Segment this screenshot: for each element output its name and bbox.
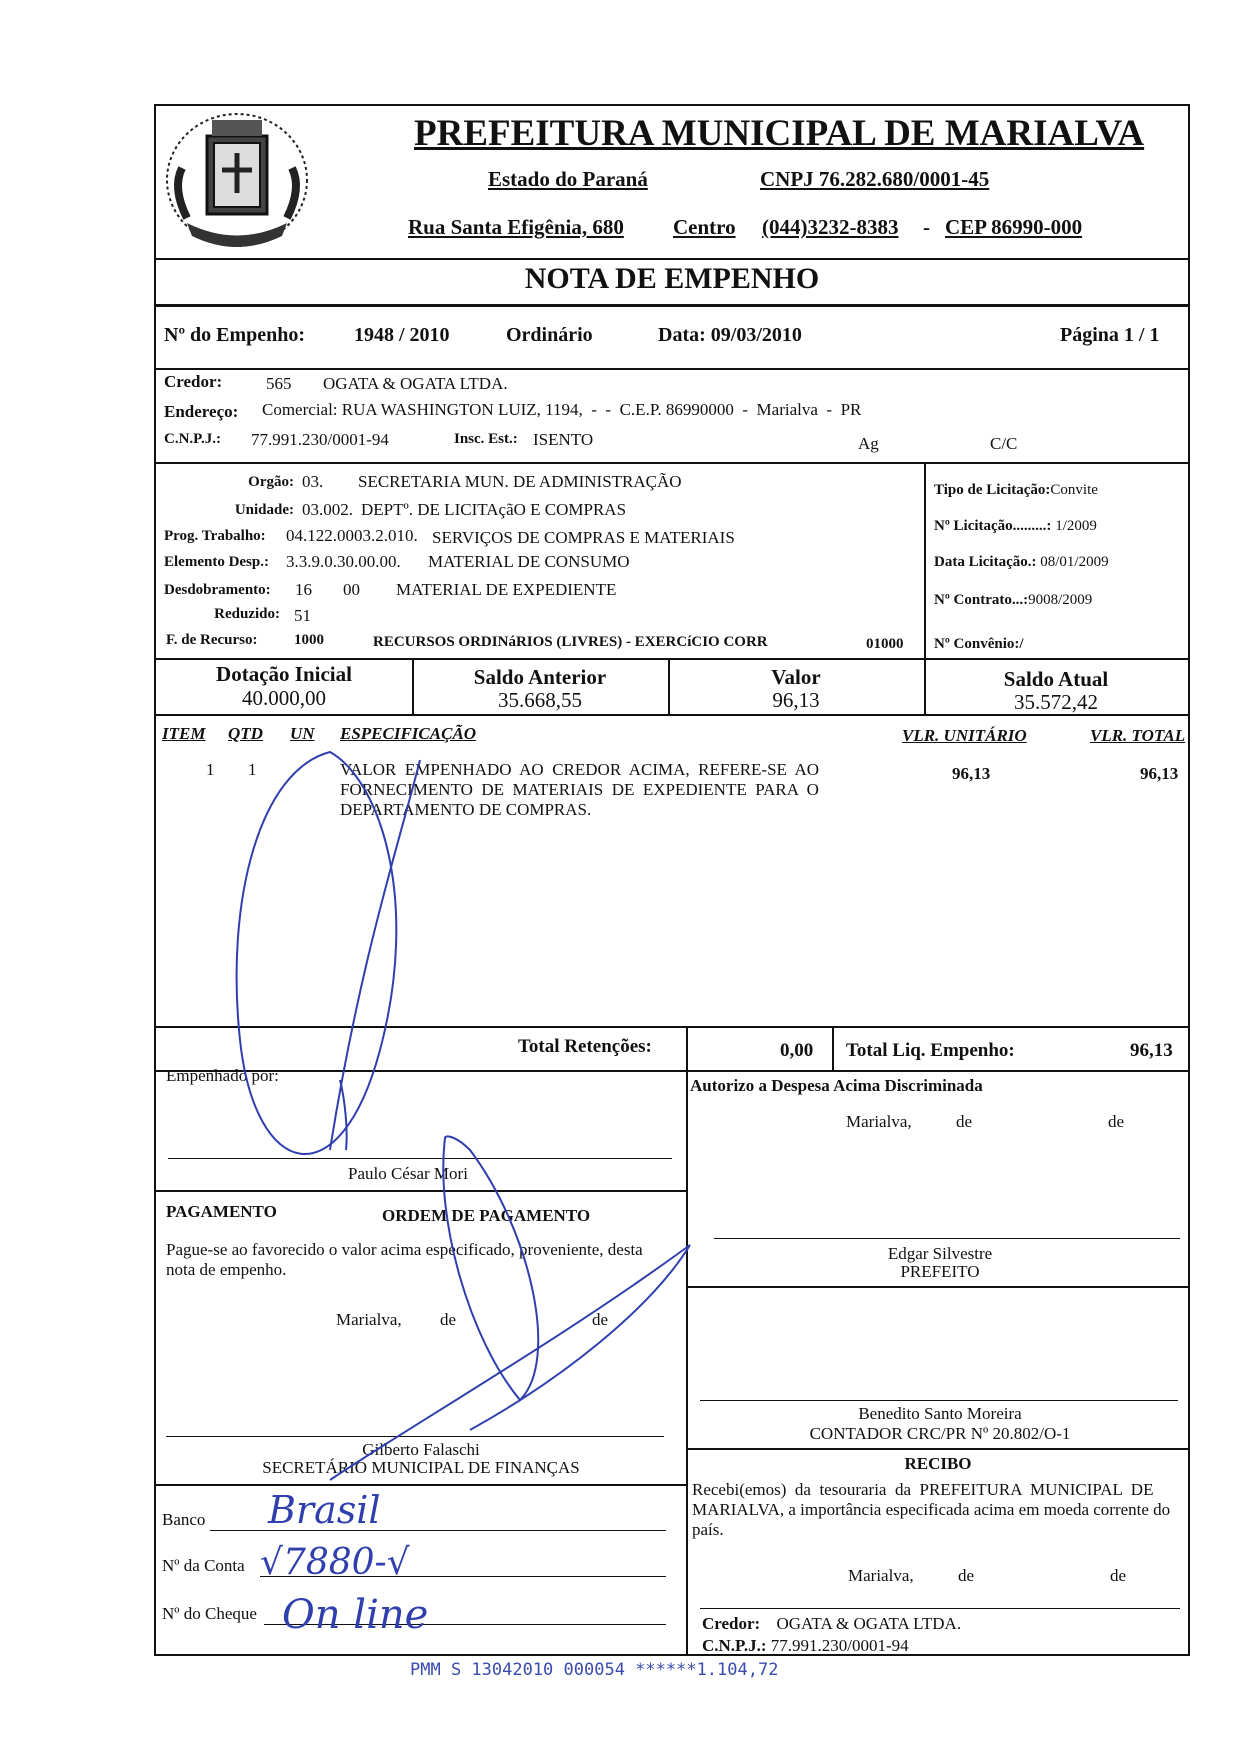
dotacao-inicial-label: Dotação Inicial xyxy=(216,662,352,686)
empenho-date: Data: 09/03/2010 xyxy=(658,324,802,346)
col-qtd: QTD xyxy=(228,724,263,743)
licitacao-numero xyxy=(934,518,1097,535)
header-phone: (044)3232-8383 xyxy=(762,215,899,239)
secretario-name: Gilberto Falaschi xyxy=(362,1440,480,1459)
secretario-role: SECRETÁRIO MUNICIPAL DE FINANÇAS xyxy=(262,1458,580,1477)
elem-desc: MATERIAL DE CONSUMO xyxy=(428,552,630,571)
col-item: ITEM xyxy=(162,724,206,743)
header-district: Centro xyxy=(673,215,736,239)
contrato xyxy=(934,592,1092,609)
licitacao-data xyxy=(934,554,1109,571)
reduzido-value: 51 xyxy=(294,606,311,625)
autorizo-label: Autorizo a Despesa Acima Discriminada xyxy=(690,1076,983,1095)
desdob-desc: MATERIAL DE EXPEDIENTE xyxy=(396,580,617,599)
contrato-label: Nº Contrato...: xyxy=(934,592,1029,608)
elem-label: Elemento Desp.: xyxy=(164,554,269,570)
pagamento-de2: de xyxy=(592,1310,609,1329)
recurso-desc: RECURSOS ORDINáRIOS (LIVRES) - EXERCíCIO CORR xyxy=(373,634,768,650)
credor-code: 565 xyxy=(266,374,292,393)
licitacao-data-label: Data Licitação.: xyxy=(934,554,1037,570)
orgao-desc: SECRETARIA MUN. DE ADMINISTRAÇÃO xyxy=(358,472,682,491)
elem-code: 3.3.9.0.30.00.00. xyxy=(286,552,401,571)
cheque-label: Nº do Cheque xyxy=(162,1604,257,1623)
municipal-crest-logo xyxy=(162,108,312,258)
recurso-number: 01000 xyxy=(866,636,904,652)
recibo-text2: MARIALVA, a importância especificada acima em moeda corrente do xyxy=(692,1500,1171,1519)
credor-cnpj: 77.991.230/0001-94 xyxy=(251,430,389,449)
page-number: Página 1 / 1 xyxy=(1060,324,1160,346)
licitacao-numero-value: 1/2009 xyxy=(1055,518,1097,534)
state-name: Estado do Paraná xyxy=(488,167,648,191)
item-unit-value: 96,13 xyxy=(952,764,991,783)
desdob-a: 16 xyxy=(295,580,312,599)
item-total-value: 96,13 xyxy=(1140,764,1179,783)
recibo-label: RECIBO xyxy=(904,1454,972,1473)
autorizo-de2: de xyxy=(1108,1112,1125,1131)
empenho-label: Nº do Empenho: xyxy=(164,324,306,346)
contador-role: CONTADOR CRC/PR Nº 20.802/O-1 xyxy=(809,1424,1071,1443)
document-title: NOTA DE EMPENHO xyxy=(524,262,820,295)
convenio-label: Nº Convênio:/ xyxy=(934,636,1024,652)
licitacao-numero-label: Nº Licitação.........: xyxy=(934,518,1052,534)
item-qty: 1 xyxy=(248,760,257,779)
prog-label: Prog. Trabalho: xyxy=(164,528,266,544)
licitacao-tipo-value: Convite xyxy=(1050,482,1098,498)
item-desc-line3: DEPARTAMENTO DE COMPRAS. xyxy=(340,800,592,819)
agency-label: Ag xyxy=(858,434,879,453)
orgao-label: Orgão: xyxy=(248,474,294,490)
col-total: VLR. TOTAL xyxy=(1090,726,1186,745)
reduzido-label: Reduzido: xyxy=(214,606,280,622)
recibo-text3: país. xyxy=(692,1520,724,1539)
credor-label: Credor: xyxy=(164,372,223,391)
item-number: 1 xyxy=(206,760,215,779)
credor-name: OGATA & OGATA LTDA. xyxy=(323,374,508,393)
pagamento-place: Marialva, xyxy=(336,1310,402,1329)
recibo-de2: de xyxy=(1110,1566,1127,1585)
empenho-number: 1948 / 2010 xyxy=(354,324,450,346)
liquido-value: 96,13 xyxy=(1130,1040,1173,1061)
recibo-cnpj-label: C.N.P.J.: xyxy=(702,1636,767,1655)
cheque-handwritten: On line xyxy=(282,1592,429,1638)
address-label: Endereço: xyxy=(164,402,239,421)
contador-name: Benedito Santo Moreira xyxy=(858,1404,1022,1423)
insc-label: Insc. Est.: xyxy=(454,431,518,447)
item-desc-line1: VALOR EMPENHADO AO CREDOR ACIMA, REFERE-SE AO xyxy=(340,760,820,779)
header-dash: - xyxy=(923,215,930,239)
unidade-code: 03.002. xyxy=(302,500,353,519)
municipality-title: PREFEITURA MUNICIPAL DE MARIALVA xyxy=(414,113,1145,154)
unidade-desc: DEPTº. DE LICITAçãO E COMPRAS xyxy=(361,500,627,519)
conta-handwritten: √7880-√ xyxy=(260,1542,410,1583)
saldo-anterior-label: Saldo Anterior xyxy=(473,665,607,689)
header-cnpj: CNPJ 76.282.680/0001-45 xyxy=(760,167,990,191)
saldo-anterior-value: 35.668,55 xyxy=(498,688,582,712)
recibo-credor xyxy=(702,1614,961,1634)
desdob-b: 00 xyxy=(343,580,360,599)
item-desc-line2: FORNECIMENTO DE MATERIAIS DE EXPEDIENTE PARA O xyxy=(340,780,819,799)
recibo-cnpj-value: 77.991.230/0001-94 xyxy=(770,1636,909,1655)
cnpj-label: C.N.P.J.: xyxy=(164,431,221,447)
ordem-pagamento-label: ORDEM DE PAGAMENTO xyxy=(382,1206,591,1225)
recibo-de1: de xyxy=(958,1566,975,1585)
recibo-cnpj xyxy=(702,1636,909,1656)
prefeito-name: Edgar Silvestre xyxy=(887,1244,993,1263)
recibo-credor-label: Credor: xyxy=(702,1614,761,1633)
valor-value: 96,13 xyxy=(772,688,820,712)
autorizo-place: Marialva, xyxy=(846,1112,912,1131)
col-un: UN xyxy=(290,724,315,743)
header-street: Rua Santa Efigênia, 680 xyxy=(408,215,624,239)
pagamento-de1: de xyxy=(440,1310,457,1329)
autorizo-de1: de xyxy=(956,1112,973,1131)
liquido-label: Total Liq. Empenho: xyxy=(846,1040,1015,1061)
licitacao-tipo xyxy=(934,482,1098,499)
licitacao-tipo-label: Tipo de Licitação: xyxy=(934,482,1051,498)
unidade-label: Unidade: xyxy=(234,502,294,518)
licitacao-data-value: 08/01/2009 xyxy=(1040,554,1109,570)
dotacao-inicial-value: 40.000,00 xyxy=(242,686,326,710)
credor-address: Comercial: RUA WASHINGTON LUIZ, 1194, - - C.E.P. 86990000 - Marialva - PR xyxy=(262,400,862,419)
valor-label: Valor xyxy=(771,665,821,689)
empenhado-signer: Paulo César Mori xyxy=(348,1164,468,1183)
pagamento-text1: Pague-se ao favorecido o valor acima especificado, proveniente, desta xyxy=(166,1240,643,1259)
retencoes-value: 0,00 xyxy=(780,1040,814,1061)
desdob-label: Desdobramento: xyxy=(164,582,271,598)
prog-desc: SERVIÇOS DE COMPRAS E MATERIAIS xyxy=(432,528,735,547)
orgao-code: 03. xyxy=(302,472,324,491)
payment-stamp: PMM S 13042010 000054 ******1.104,72 xyxy=(410,1660,779,1680)
insc-value: ISENTO xyxy=(533,430,594,449)
empenhado-label: Empenhado por: xyxy=(166,1066,279,1085)
recurso-code: 1000 xyxy=(294,632,324,648)
pagamento-text2: nota de empenho. xyxy=(166,1260,287,1279)
col-unitario: VLR. UNITÁRIO xyxy=(902,726,1027,745)
recibo-place: Marialva, xyxy=(848,1566,914,1585)
recibo-credor-value: OGATA & OGATA LTDA. xyxy=(776,1614,962,1633)
pagamento-label: PAGAMENTO xyxy=(166,1202,277,1221)
saldo-atual-label: Saldo Atual xyxy=(1003,667,1109,691)
banco-label: Banco xyxy=(162,1510,206,1529)
empenho-type: Ordinário xyxy=(506,324,593,346)
saldo-atual-value: 35.572,42 xyxy=(1014,690,1098,714)
prog-code: 04.122.0003.2.010. xyxy=(286,526,418,545)
contrato-value: 9008/2009 xyxy=(1028,592,1093,608)
retencoes-label: Total Retenções: xyxy=(518,1036,652,1057)
col-especificacao: ESPECIFICAÇÃO xyxy=(340,724,477,743)
prefeito-role: PREFEITO xyxy=(900,1262,980,1281)
banco-handwritten: Brasil xyxy=(268,1488,381,1532)
conta-label: Nº da Conta xyxy=(162,1556,245,1575)
header-cep: CEP 86990-000 xyxy=(945,215,1083,239)
recurso-label: F. de Recurso: xyxy=(166,632,258,648)
recibo-text1: Recebi(emos) da tesouraria da PREFEITURA MUNICIPAL DE xyxy=(692,1480,1154,1499)
account-label: C/C xyxy=(990,434,1018,453)
